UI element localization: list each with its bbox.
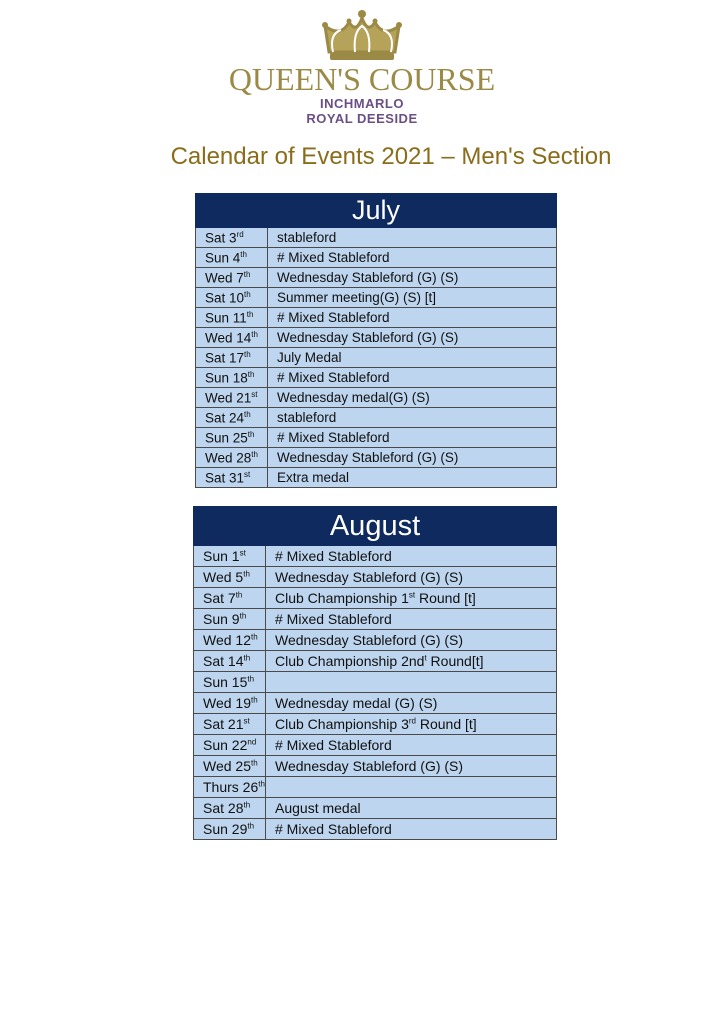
event-cell <box>266 714 557 735</box>
month-header-row <box>194 507 557 546</box>
event-cell <box>266 609 557 630</box>
date-ordinal-suffix: nd <box>247 737 257 747</box>
date-ordinal-suffix: th <box>244 349 251 359</box>
date-cell <box>196 268 268 288</box>
event-text-tail: Round [t] <box>415 716 477 732</box>
date-ordinal-suffix: th <box>243 269 251 279</box>
date-text: Sun 9 <box>203 611 240 627</box>
date-text: Sat 10 <box>205 290 245 306</box>
date-cell <box>196 228 268 248</box>
event-ordinal-suffix: t <box>424 653 427 663</box>
table-row <box>194 567 557 588</box>
event-text: Wednesday medal (G) (S) <box>275 695 438 711</box>
date-text: Wed 5 <box>203 569 244 585</box>
date-text: Sun 22 <box>203 737 248 753</box>
date-cell <box>194 567 266 588</box>
table-row <box>194 672 557 693</box>
date-ordinal-suffix: th <box>247 821 255 831</box>
date-text: Sat 14 <box>203 653 244 669</box>
event-cell <box>266 735 557 756</box>
date-cell <box>196 348 268 368</box>
date-cell <box>194 546 266 567</box>
event-cell <box>266 693 557 714</box>
table-row <box>194 630 557 651</box>
event-cell <box>266 630 557 651</box>
event-cell <box>266 651 557 672</box>
table-row <box>194 546 557 567</box>
date-ordinal-suffix: th <box>247 674 255 684</box>
event-text: Club Championship 2nd <box>275 653 425 669</box>
event-text: # Mixed Stableford <box>275 737 392 753</box>
event-ordinal-suffix: st <box>408 590 416 600</box>
date-ordinal-suffix: rd <box>236 229 244 239</box>
table-row <box>196 308 557 328</box>
date-text: Wed 28 <box>205 450 252 466</box>
date-cell <box>196 288 268 308</box>
month-header-row <box>196 194 557 228</box>
event-cell <box>268 468 557 488</box>
event-text: Club Championship 3 <box>275 716 409 732</box>
date-ordinal-suffix: th <box>251 329 258 339</box>
event-cell <box>266 777 557 798</box>
event-cell <box>266 546 557 567</box>
event-text: Wednesday Stableford (G) (S) <box>277 330 459 345</box>
date-ordinal-suffix: th <box>244 409 251 419</box>
event-cell <box>268 308 557 328</box>
date-text: Sun 18 <box>205 370 248 386</box>
table-row <box>196 408 557 428</box>
event-ordinal-suffix: rd <box>408 716 416 726</box>
table-row <box>196 228 557 248</box>
table-row <box>194 588 557 609</box>
date-text: Wed 25 <box>203 758 251 774</box>
event-text: Summer meeting(G) (S) [t] <box>277 290 437 305</box>
table-row <box>196 248 557 268</box>
date-cell <box>196 428 268 448</box>
date-ordinal-suffix: th <box>240 249 247 259</box>
event-cell <box>266 798 557 819</box>
date-ordinal-suffix: th <box>235 590 243 600</box>
event-cell <box>268 268 557 288</box>
table-row <box>196 468 557 488</box>
event-text: July Medal <box>277 350 342 365</box>
event-cell <box>268 288 557 308</box>
date-text: Sat 17 <box>205 350 245 366</box>
event-cell <box>268 248 557 268</box>
table-row <box>194 609 557 630</box>
date-ordinal-suffix: th <box>251 449 258 459</box>
date-text: Wed 19 <box>203 695 251 711</box>
date-ordinal-suffix: th <box>243 800 251 810</box>
event-text: Wednesday Stableford (G) (S) <box>275 758 464 774</box>
event-cell <box>268 348 557 368</box>
date-cell <box>196 368 268 388</box>
event-text: # Mixed Stableford <box>275 821 392 837</box>
event-text: stableford <box>277 410 337 425</box>
date-ordinal-suffix: th <box>244 289 251 299</box>
event-cell <box>266 819 557 840</box>
date-text: Wed 21 <box>205 390 252 406</box>
table-row <box>196 268 557 288</box>
table-row <box>196 428 557 448</box>
table-row <box>194 819 557 840</box>
date-cell <box>196 408 268 428</box>
date-text: Wed 12 <box>203 632 251 648</box>
event-text: August medal <box>275 800 361 816</box>
event-text: Extra medal <box>277 470 350 485</box>
date-cell <box>194 756 266 777</box>
brand-line2: ROYAL DEESIDE <box>306 111 418 126</box>
date-cell <box>194 630 266 651</box>
date-ordinal-suffix: th <box>247 429 255 439</box>
event-cell <box>268 408 557 428</box>
event-text: stableford <box>277 230 337 245</box>
date-text: Sun 1 <box>203 548 240 564</box>
event-text: # Mixed Stableford <box>275 611 392 627</box>
table-row <box>194 756 557 777</box>
date-text: Sun 15 <box>203 674 248 690</box>
date-text: Sat 31 <box>205 470 245 486</box>
event-text: # Mixed Stableford <box>277 310 390 325</box>
table-row <box>196 448 557 468</box>
date-text: Wed 7 <box>205 270 244 286</box>
table-row <box>194 651 557 672</box>
date-cell <box>196 448 268 468</box>
date-ordinal-suffix: th <box>251 632 258 642</box>
table-row <box>196 368 557 388</box>
event-text: # Mixed Stableford <box>277 250 390 265</box>
date-cell <box>194 798 266 819</box>
table-row <box>194 798 557 819</box>
event-text: Wednesday Stableford (G) (S) <box>277 450 459 465</box>
event-cell <box>266 756 557 777</box>
date-cell <box>194 672 266 693</box>
event-text-tail: Round [t] <box>415 590 476 606</box>
table-row <box>196 348 557 368</box>
event-cell <box>266 672 557 693</box>
date-cell <box>194 777 266 798</box>
date-ordinal-suffix: th <box>247 369 255 379</box>
table-row <box>194 735 557 756</box>
date-cell <box>196 388 268 408</box>
date-ordinal-suffix: th <box>239 611 247 621</box>
date-cell <box>196 328 268 348</box>
date-cell <box>194 819 266 840</box>
event-cell <box>266 588 557 609</box>
date-ordinal-suffix: st <box>251 389 258 399</box>
date-cell <box>194 609 266 630</box>
event-text-tail: Round[t] <box>426 653 484 669</box>
date-text: Sat 3 <box>205 230 237 246</box>
event-cell <box>268 368 557 388</box>
date-ordinal-suffix: st <box>244 469 251 479</box>
date-text: Sat 28 <box>203 800 244 816</box>
table-row <box>196 328 557 348</box>
event-cell <box>266 567 557 588</box>
event-text: Wednesday Stableford (G) (S) <box>275 569 464 585</box>
date-ordinal-suffix: th <box>243 653 251 663</box>
event-cell <box>268 428 557 448</box>
date-cell <box>196 248 268 268</box>
date-text: Sun 11 <box>205 310 247 326</box>
table-row <box>194 693 557 714</box>
event-text: Club Championship 1 <box>275 590 409 606</box>
date-text: Wed 14 <box>205 330 252 346</box>
date-text: Sun 25 <box>205 430 248 446</box>
date-cell <box>196 468 268 488</box>
date-cell <box>194 693 266 714</box>
date-cell <box>194 588 266 609</box>
event-cell <box>268 228 557 248</box>
table-row <box>196 288 557 308</box>
event-text: Wednesday Stableford (G) (S) <box>277 270 459 285</box>
table-row <box>194 714 557 735</box>
club-logo <box>0 8 724 126</box>
event-cell <box>268 328 557 348</box>
event-text: # Mixed Stableford <box>275 548 392 564</box>
month-title: July <box>196 194 557 228</box>
event-text: Wednesday medal(G) (S) <box>277 390 430 405</box>
table-row <box>194 777 557 798</box>
date-text: Sat 21 <box>203 716 244 732</box>
july-calendar-table <box>195 193 557 488</box>
event-text: # Mixed Stableford <box>277 430 390 445</box>
date-cell <box>194 651 266 672</box>
date-text: Sun 4 <box>205 250 241 266</box>
event-text: # Mixed Stableford <box>277 370 390 385</box>
date-text: Sat 24 <box>205 410 245 426</box>
date-text: Thurs 26 <box>203 779 259 795</box>
date-ordinal-suffix: th <box>251 758 258 768</box>
date-ordinal-suffix: st <box>243 716 250 726</box>
brand-name: QUEEN'S COURSE <box>228 61 496 97</box>
date-cell <box>194 735 266 756</box>
event-cell <box>268 388 557 408</box>
month-title: August <box>194 507 557 546</box>
date-ordinal-suffix: th <box>251 695 258 705</box>
august-calendar-table <box>193 506 557 840</box>
date-text: Sat 7 <box>203 590 236 606</box>
date-ordinal-suffix: th <box>246 309 254 319</box>
date-cell <box>196 308 268 328</box>
date-cell <box>194 714 266 735</box>
page-title: Calendar of Events 2021 – Men's Section <box>170 143 612 170</box>
event-text: Wednesday Stableford (G) (S) <box>275 632 464 648</box>
crown-icon <box>321 8 403 64</box>
date-text: Sun 29 <box>203 821 248 837</box>
brand-line1: INCHMARLO <box>320 96 404 111</box>
date-ordinal-suffix: th <box>243 569 250 579</box>
date-ordinal-suffix: th <box>258 779 265 789</box>
event-cell <box>268 448 557 468</box>
table-row <box>196 388 557 408</box>
date-ordinal-suffix: st <box>239 548 246 558</box>
